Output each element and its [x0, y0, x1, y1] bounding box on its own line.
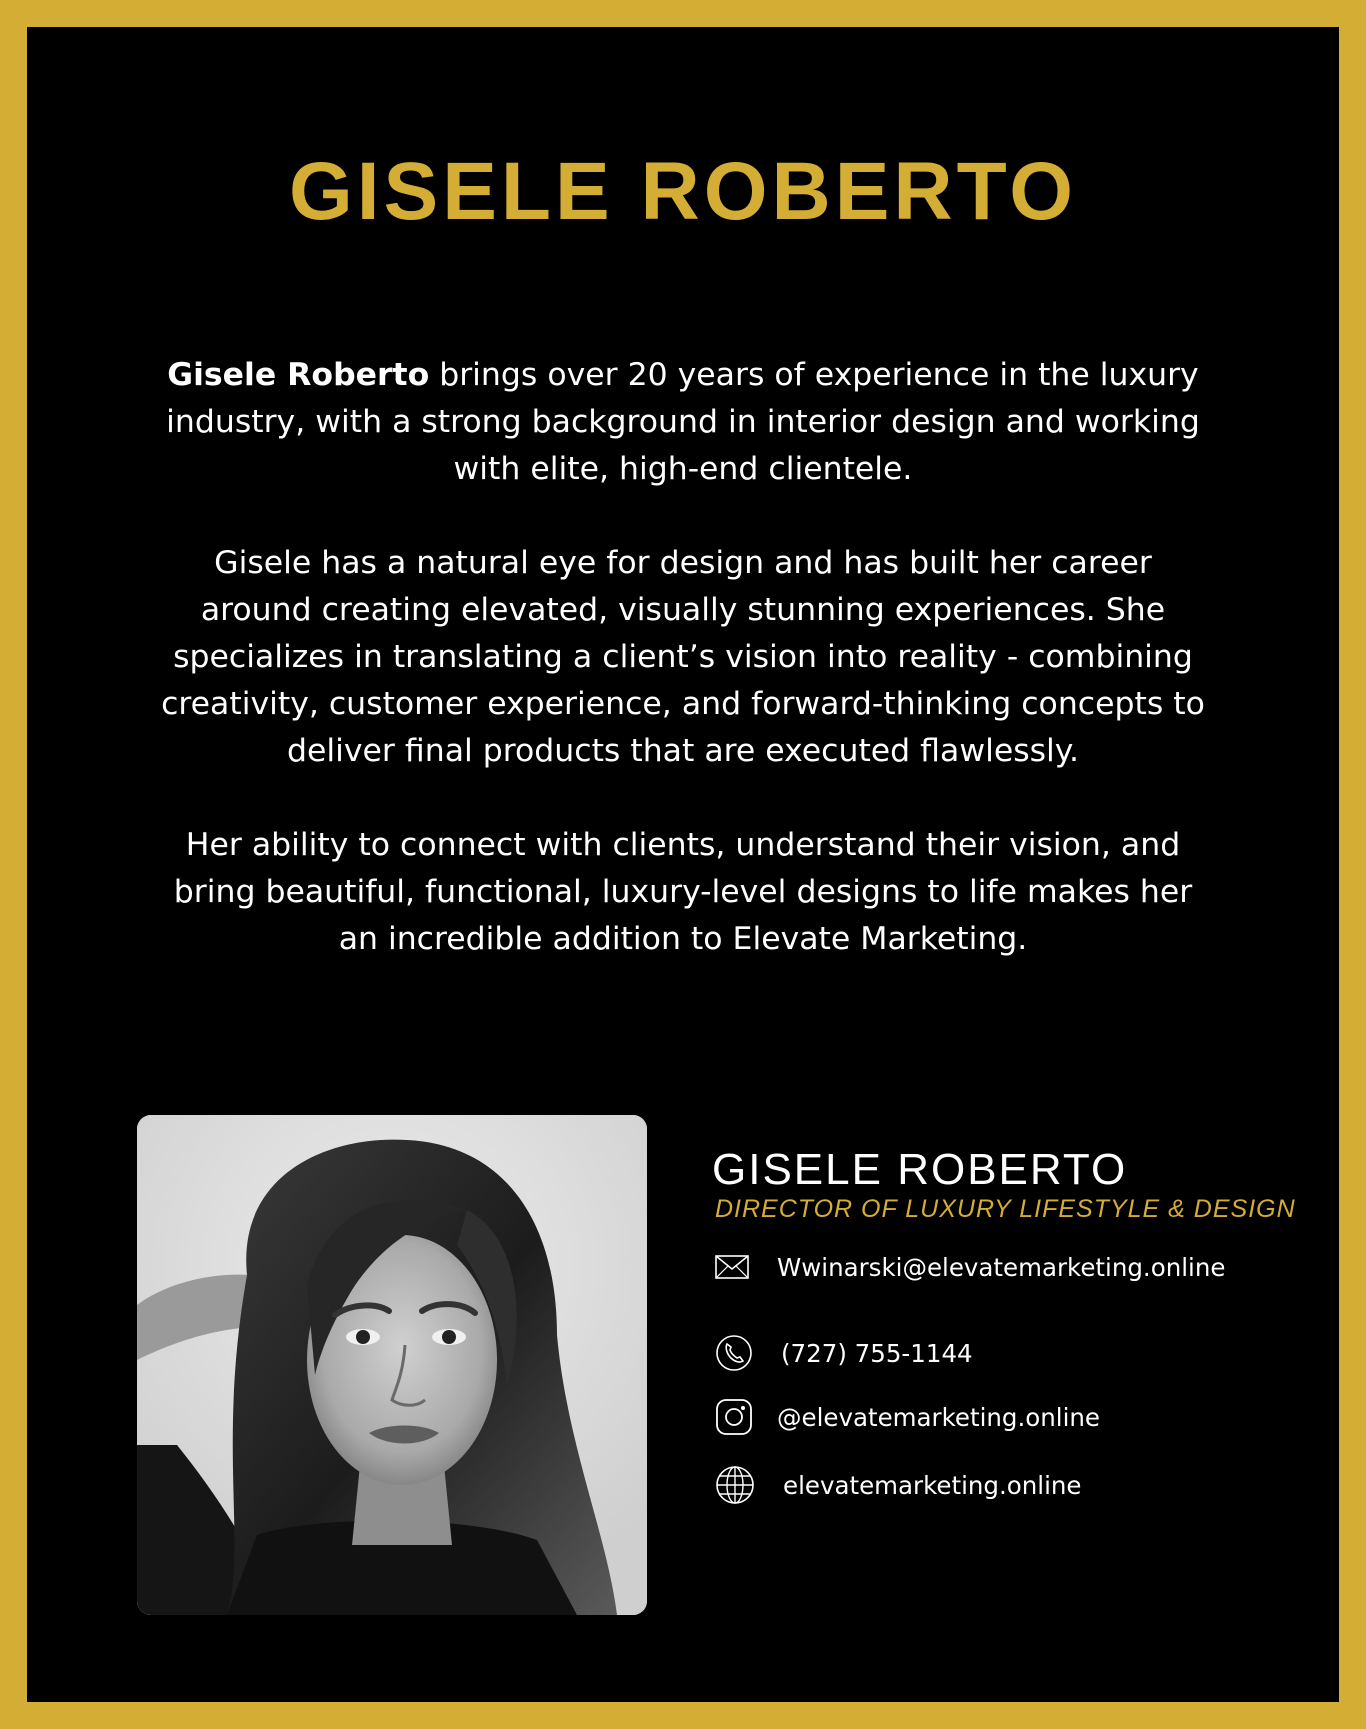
contact-phone-text: (727) 755-1144 [781, 1338, 973, 1368]
contact-instagram[interactable] [715, 1395, 1100, 1439]
contact-instagram-text: @elevatemarketing.online [777, 1402, 1100, 1432]
bio-name-bold: Gisele Roberto [167, 357, 430, 393]
bio-paragraph-1 [157, 352, 1209, 493]
envelope-icon [715, 1245, 759, 1289]
phone-icon [715, 1331, 759, 1375]
contact-phone[interactable] [715, 1331, 973, 1375]
globe-icon [715, 1463, 759, 1507]
portrait-illustration [137, 1115, 647, 1615]
profile-sheet [27, 27, 1339, 1702]
instagram-icon [715, 1395, 759, 1439]
page-title: GISELE ROBERTO [288, 146, 1078, 237]
contact-email[interactable] [715, 1245, 1225, 1289]
contact-website[interactable] [715, 1463, 1082, 1507]
card-name: GISELE ROBERTO [712, 1145, 1128, 1194]
portrait-photo [137, 1115, 647, 1615]
contact-email-text: Wwinarski@elevatemarketing.online [777, 1252, 1226, 1282]
card-role: DIRECTOR OF LUXURY LIFESTYLE & DESIGN [715, 1195, 1296, 1223]
bio-paragraph-3: Her ability to connect with clients, understand their vision, and bring beautiful, functional, luxury-level designs to life makes her an incredible addition to Elevate Marketing. [173, 827, 1193, 957]
bio-section [157, 352, 1209, 1010]
bio-paragraph-2: Gisele has a natural eye for design and has built her career around creating elevated, visually stunning experiences. She specializes in translating a client’s vision into reality - combining creativity, customer experience, and forward-thinking concepts to deliver final products that are executed flawlessly. [161, 545, 1205, 769]
bio-paragraph-1-text: brings over 20 years of experience in the luxury industry, with a strong background in interior design and working with elite, high-end clientele. [166, 357, 1200, 487]
contact-website-text: elevatemarketing.online [783, 1470, 1082, 1500]
